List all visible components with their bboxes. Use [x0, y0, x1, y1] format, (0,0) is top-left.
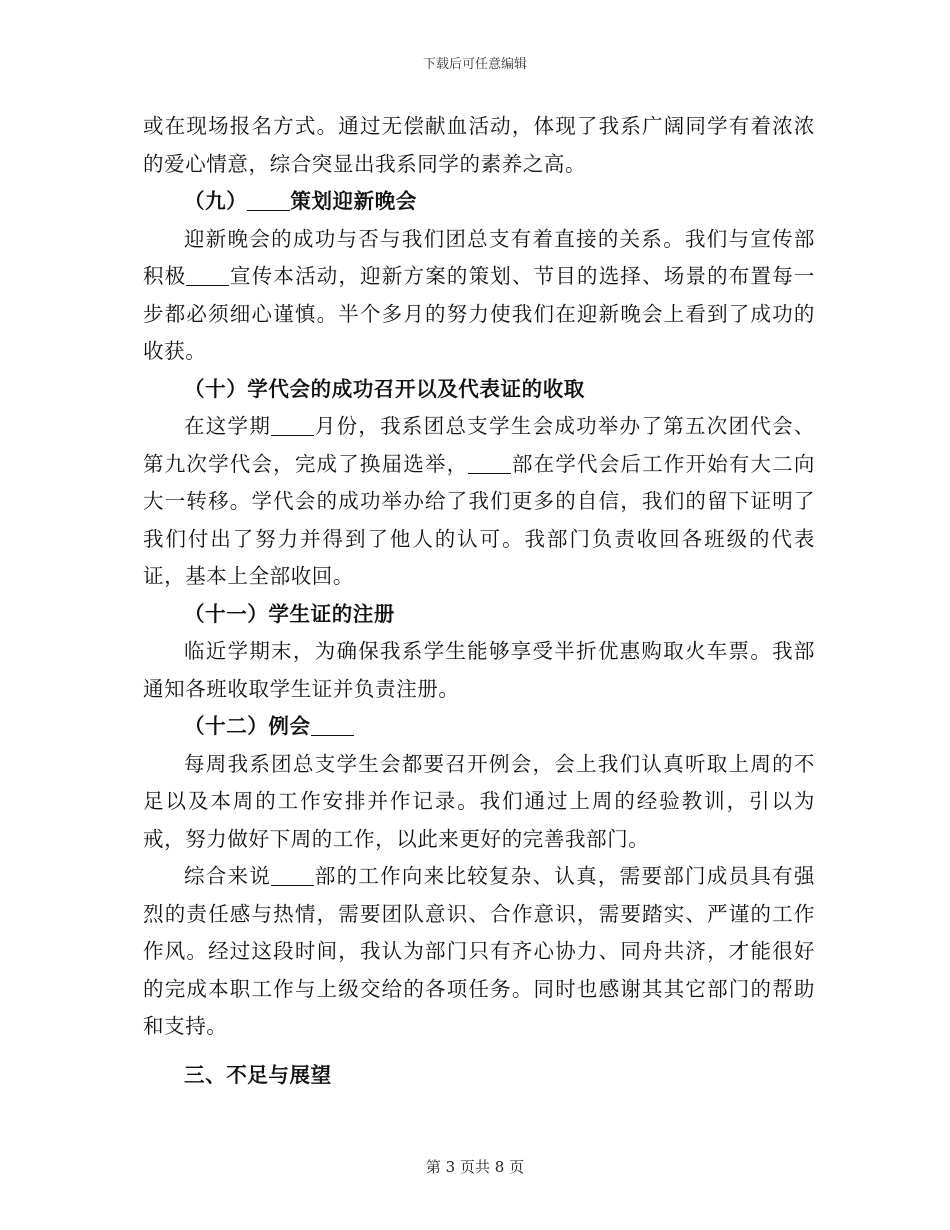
fill-blank: [186, 265, 229, 287]
heading-welcome-party: （九） 策划迎新晚会: [184, 189, 417, 213]
fill-blank: [468, 452, 511, 474]
paragraph-student-id: 临近学期末，为确保我系学生能够享受半折优惠购取火车票。我部通知各班收取学生证并负责注册。: [143, 639, 815, 701]
fill-blank: [247, 190, 290, 212]
paragraph-summary: 综合来说 部的工作向来比较复杂、认真，需要部门成员具有强烈的责任感与热情，需要团队意识、合作意识，需要踏实、严谨的工作作风。经过这段时间，我认为部门只有齐心协力、同舟共济，才能很好的完成本职工作与上级交给的各项任务。同时也感谢其其它部门的帮助和支持。: [143, 864, 815, 1038]
heading-weekly-meeting: （十二）例会: [143, 708, 815, 746]
fill-blank: [271, 865, 314, 887]
fill-blank: [311, 715, 354, 737]
page-number: 第 3 页共 8 页: [425, 1158, 525, 1176]
page-header: 下载后可任意编辑: [422, 57, 527, 72]
paragraph-welcome-party: 迎新晚会的成功与否与我们团总支有着直接的关系。我们与宣传部积极 宣传本活动，迎新方案的策划、节目的选择、场景的布置每一步都必须细心谨慎。半个多月的努力使我们在迎新晚会上看到了成功的收获。: [143, 226, 816, 363]
heading-student-id: （十一）学生证的注册: [184, 601, 395, 626]
paragraph-weekly-meeting: 每周我系团总支学生会都要召开例会，会上我们认真听取上周的不足以及本周的工作安排并作记录。我们通过上周的经验教训，引以为戒，努力做好下周的工作，以此来更好的完善我部门。: [143, 751, 815, 851]
paragraph-student-congress: 在这学期 月份，我系团总支学生会成功举办了第五次团代会、第九次学代会，完成了换届选举， 部在学代会后工作开始有大二向大一转移。学代会的成功举办给了我们更多的自信，我们的留下证明了我们付出了努力并得到了他人的认可。我部门负责收回各班级的代表证，基本上全部收回。: [143, 414, 816, 588]
document-body: [143, 108, 815, 1094]
heading-shortcomings-outlook: 三、不足与展望: [184, 1062, 332, 1087]
heading-student-congress: （十）学代会的成功召开以及代表证的收取: [184, 376, 585, 401]
fill-blank: [271, 415, 314, 437]
paragraph-blood-donation: 或在现场报名方式。通过无偿献血活动，体现了我系广阔同学有着浓浓的爱心情意，综合突显出我系同学的素养之高。: [143, 114, 815, 176]
